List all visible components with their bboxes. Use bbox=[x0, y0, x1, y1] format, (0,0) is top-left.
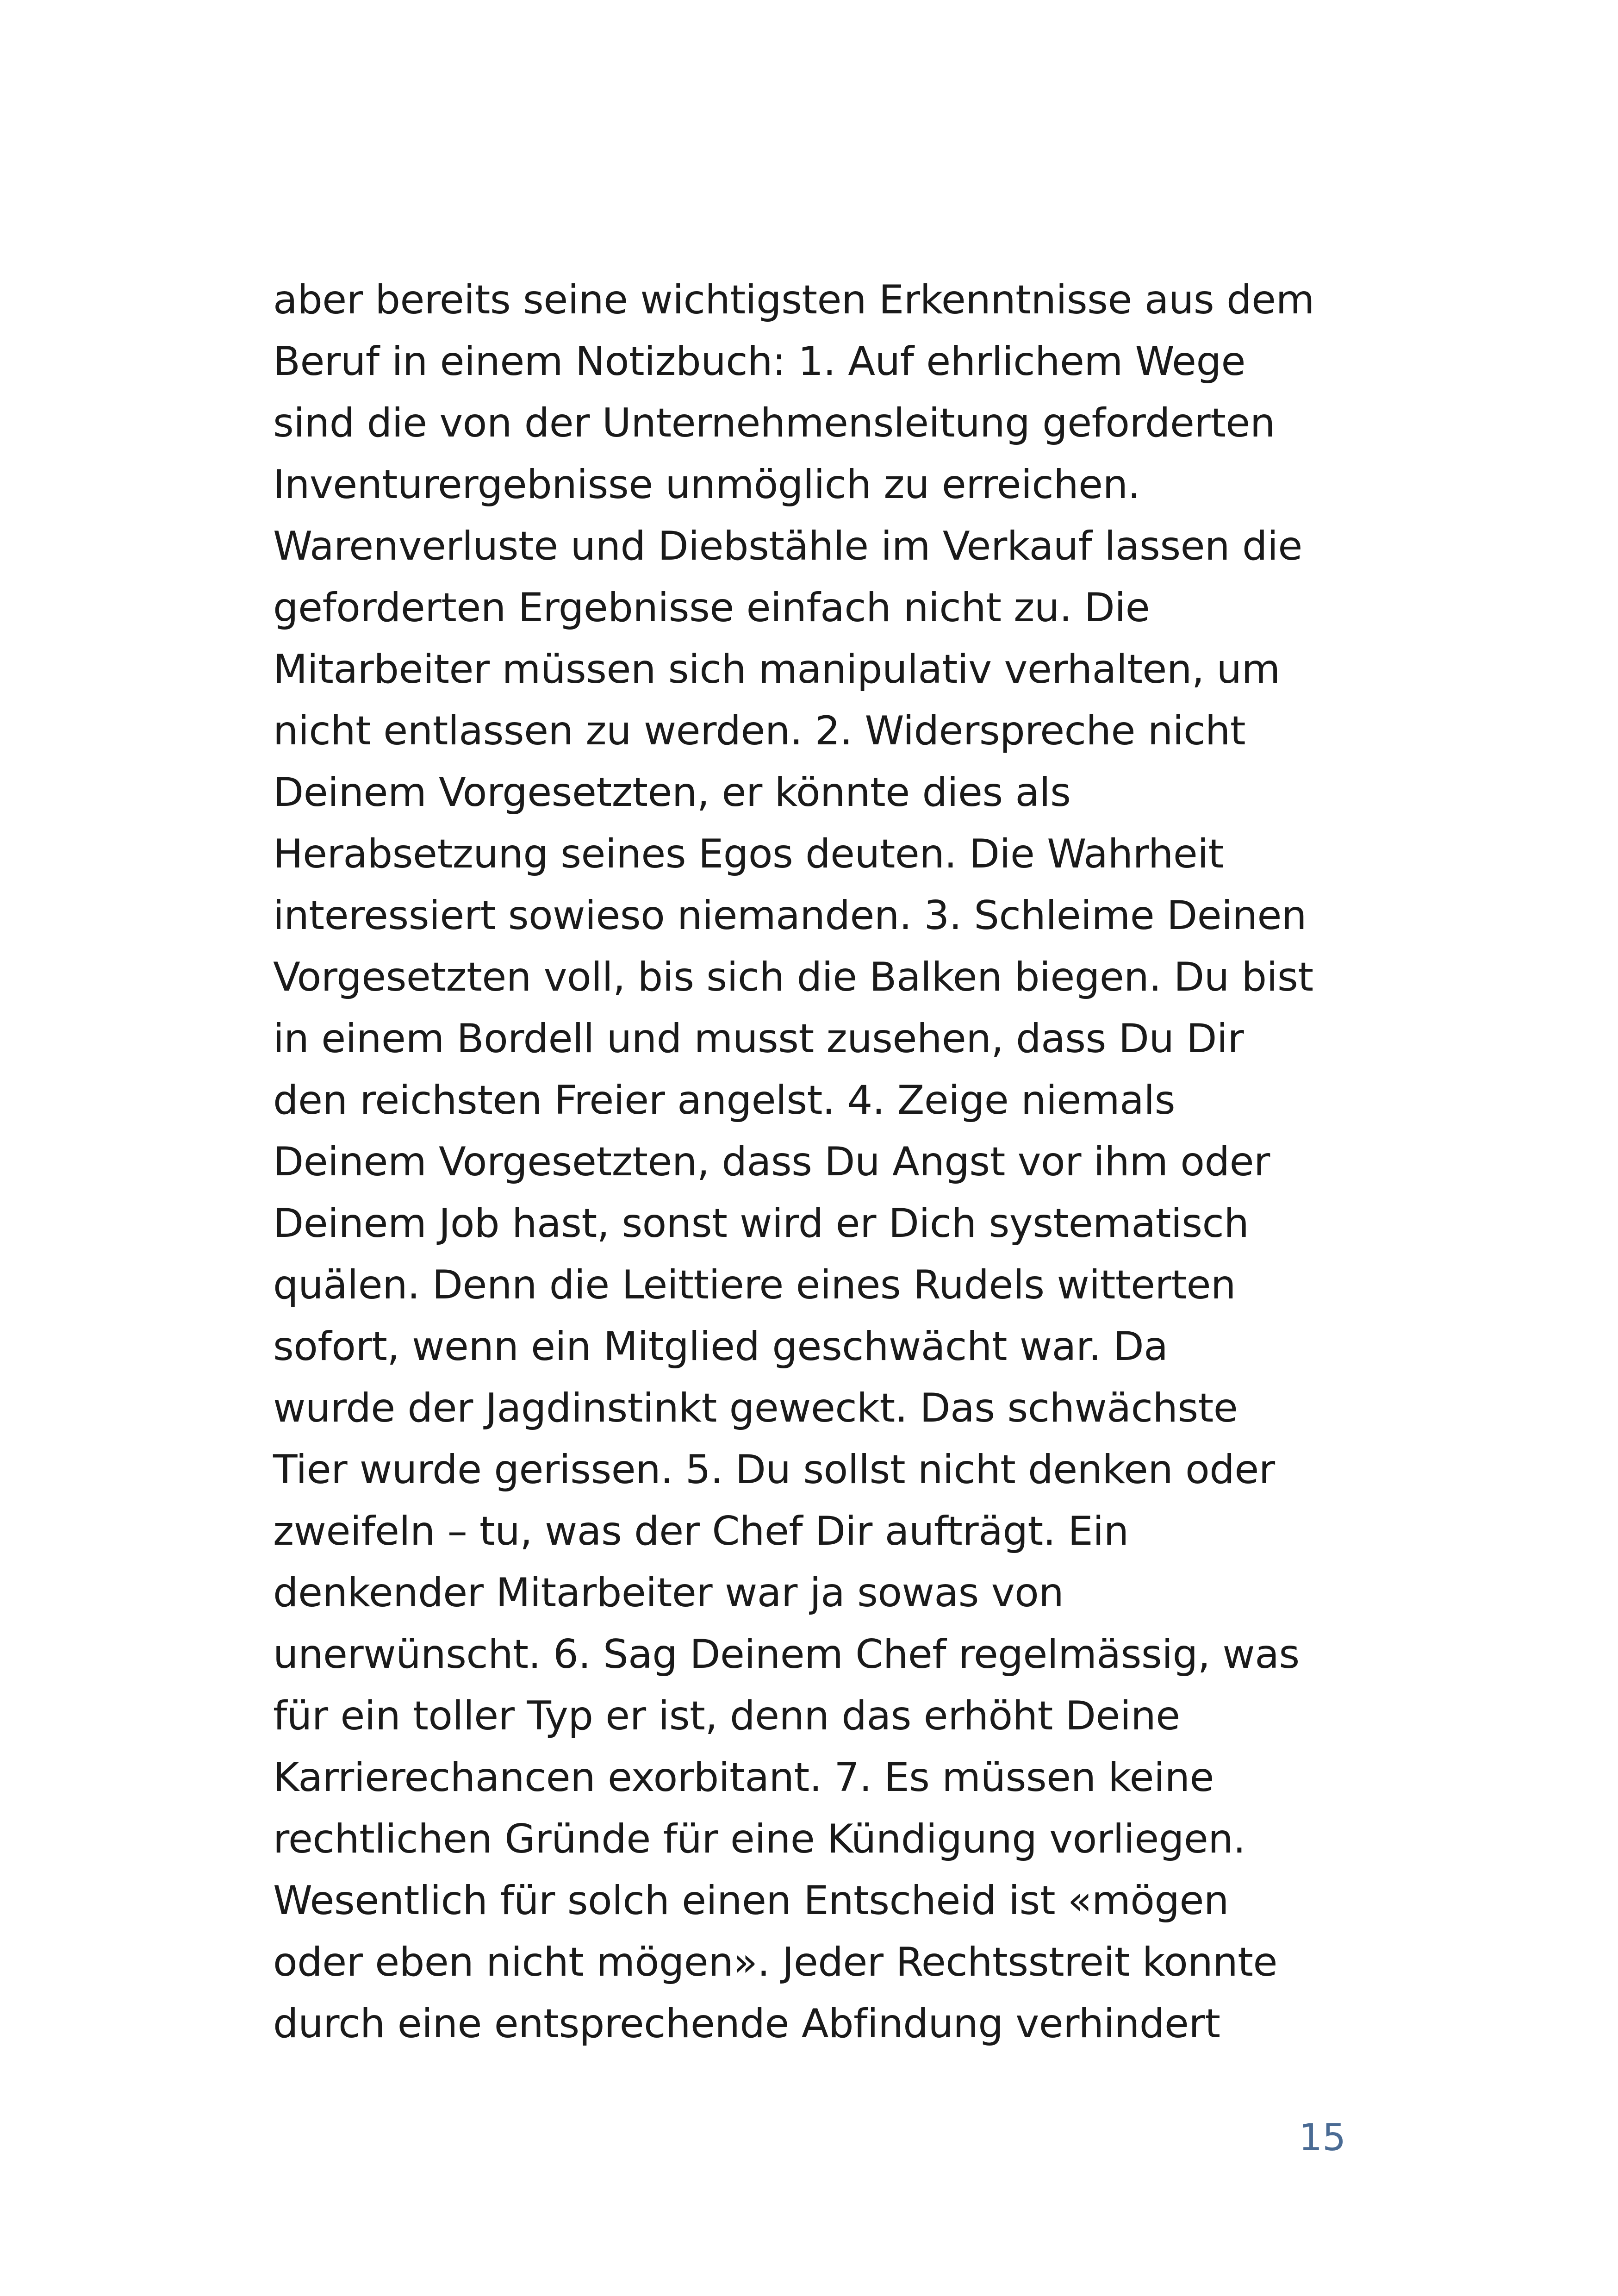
text-line: oder eben nicht mögen». Jeder Rechtsstreit konnte bbox=[273, 1939, 1277, 1985]
text-line: nicht entlassen zu werden. 2. Widerspreche nicht bbox=[273, 708, 1246, 754]
text-line: Karrierechancen exorbitant. 7. Es müssen keine bbox=[273, 1754, 1214, 1801]
text-line: Tier wurde gerissen. 5. Du sollst nicht denken oder bbox=[273, 1447, 1275, 1493]
text-line: wurde der Jagdinstinkt geweckt. Das schwächste bbox=[273, 1385, 1238, 1431]
text-line: unerwünscht. 6. Sag Deinem Chef regelmässig, was bbox=[273, 1631, 1300, 1678]
text-line: in einem Bordell und musst zusehen, dass Du Dir bbox=[273, 1016, 1244, 1062]
text-line: interessiert sowieso niemanden. 3. Schleime Deinen bbox=[273, 892, 1307, 939]
text-line: sind die von der Unternehmensleitung geforderten bbox=[273, 400, 1275, 446]
text-line: Warenverluste und Diebstähle im Verkauf lassen die bbox=[273, 523, 1302, 569]
text-line: Herabsetzung seines Egos deuten. Die Wahrheit bbox=[273, 831, 1224, 877]
text-line: quälen. Denn die Leittiere eines Rudels witterten bbox=[273, 1262, 1236, 1308]
text-line: rechtlichen Gründe für eine Kündigung vorliegen. bbox=[273, 1816, 1246, 1862]
text-line: durch eine entsprechende Abfindung verhindert bbox=[273, 2001, 1220, 2047]
text-line: denkender Mitarbeiter war ja sowas von bbox=[273, 1570, 1064, 1616]
text-line: Inventurergebnisse unmöglich zu erreichen. bbox=[273, 462, 1140, 508]
text-line: zweifeln – tu, was der Chef Dir aufträgt. Ein bbox=[273, 1508, 1129, 1554]
text-line: Deinem Job hast, sonst wird er Dich systematisch bbox=[273, 1200, 1249, 1247]
text-line: Mitarbeiter müssen sich manipulativ verhalten, um bbox=[273, 646, 1280, 693]
text-line: den reichsten Freier angelst. 4. Zeige niemals bbox=[273, 1077, 1175, 1123]
text-line: geforderten Ergebnisse einfach nicht zu. Die bbox=[273, 585, 1150, 631]
body-text bbox=[273, 269, 1384, 2055]
text-line: Vorgesetzten voll, bis sich die Balken biegen. Du bist bbox=[273, 954, 1313, 1000]
text-line: Wesentlich für solch einen Entscheid ist «mögen bbox=[273, 1878, 1229, 1924]
text-line: Deinem Vorgesetzten, dass Du Angst vor ihm oder bbox=[273, 1139, 1270, 1185]
text-line: aber bereits seine wichtigsten Erkenntnisse aus dem bbox=[273, 277, 1314, 323]
text-line: Beruf in einem Notizbuch: 1. Auf ehrlichem Wege bbox=[273, 338, 1245, 385]
text-line: für ein toller Typ er ist, denn das erhöht Deine bbox=[273, 1693, 1180, 1739]
page-number: 15 bbox=[1299, 2116, 1346, 2159]
text-line: sofort, wenn ein Mitglied geschwächt war. Da bbox=[273, 1323, 1168, 1370]
text-line: Deinem Vorgesetzten, er könnte dies als bbox=[273, 769, 1071, 816]
